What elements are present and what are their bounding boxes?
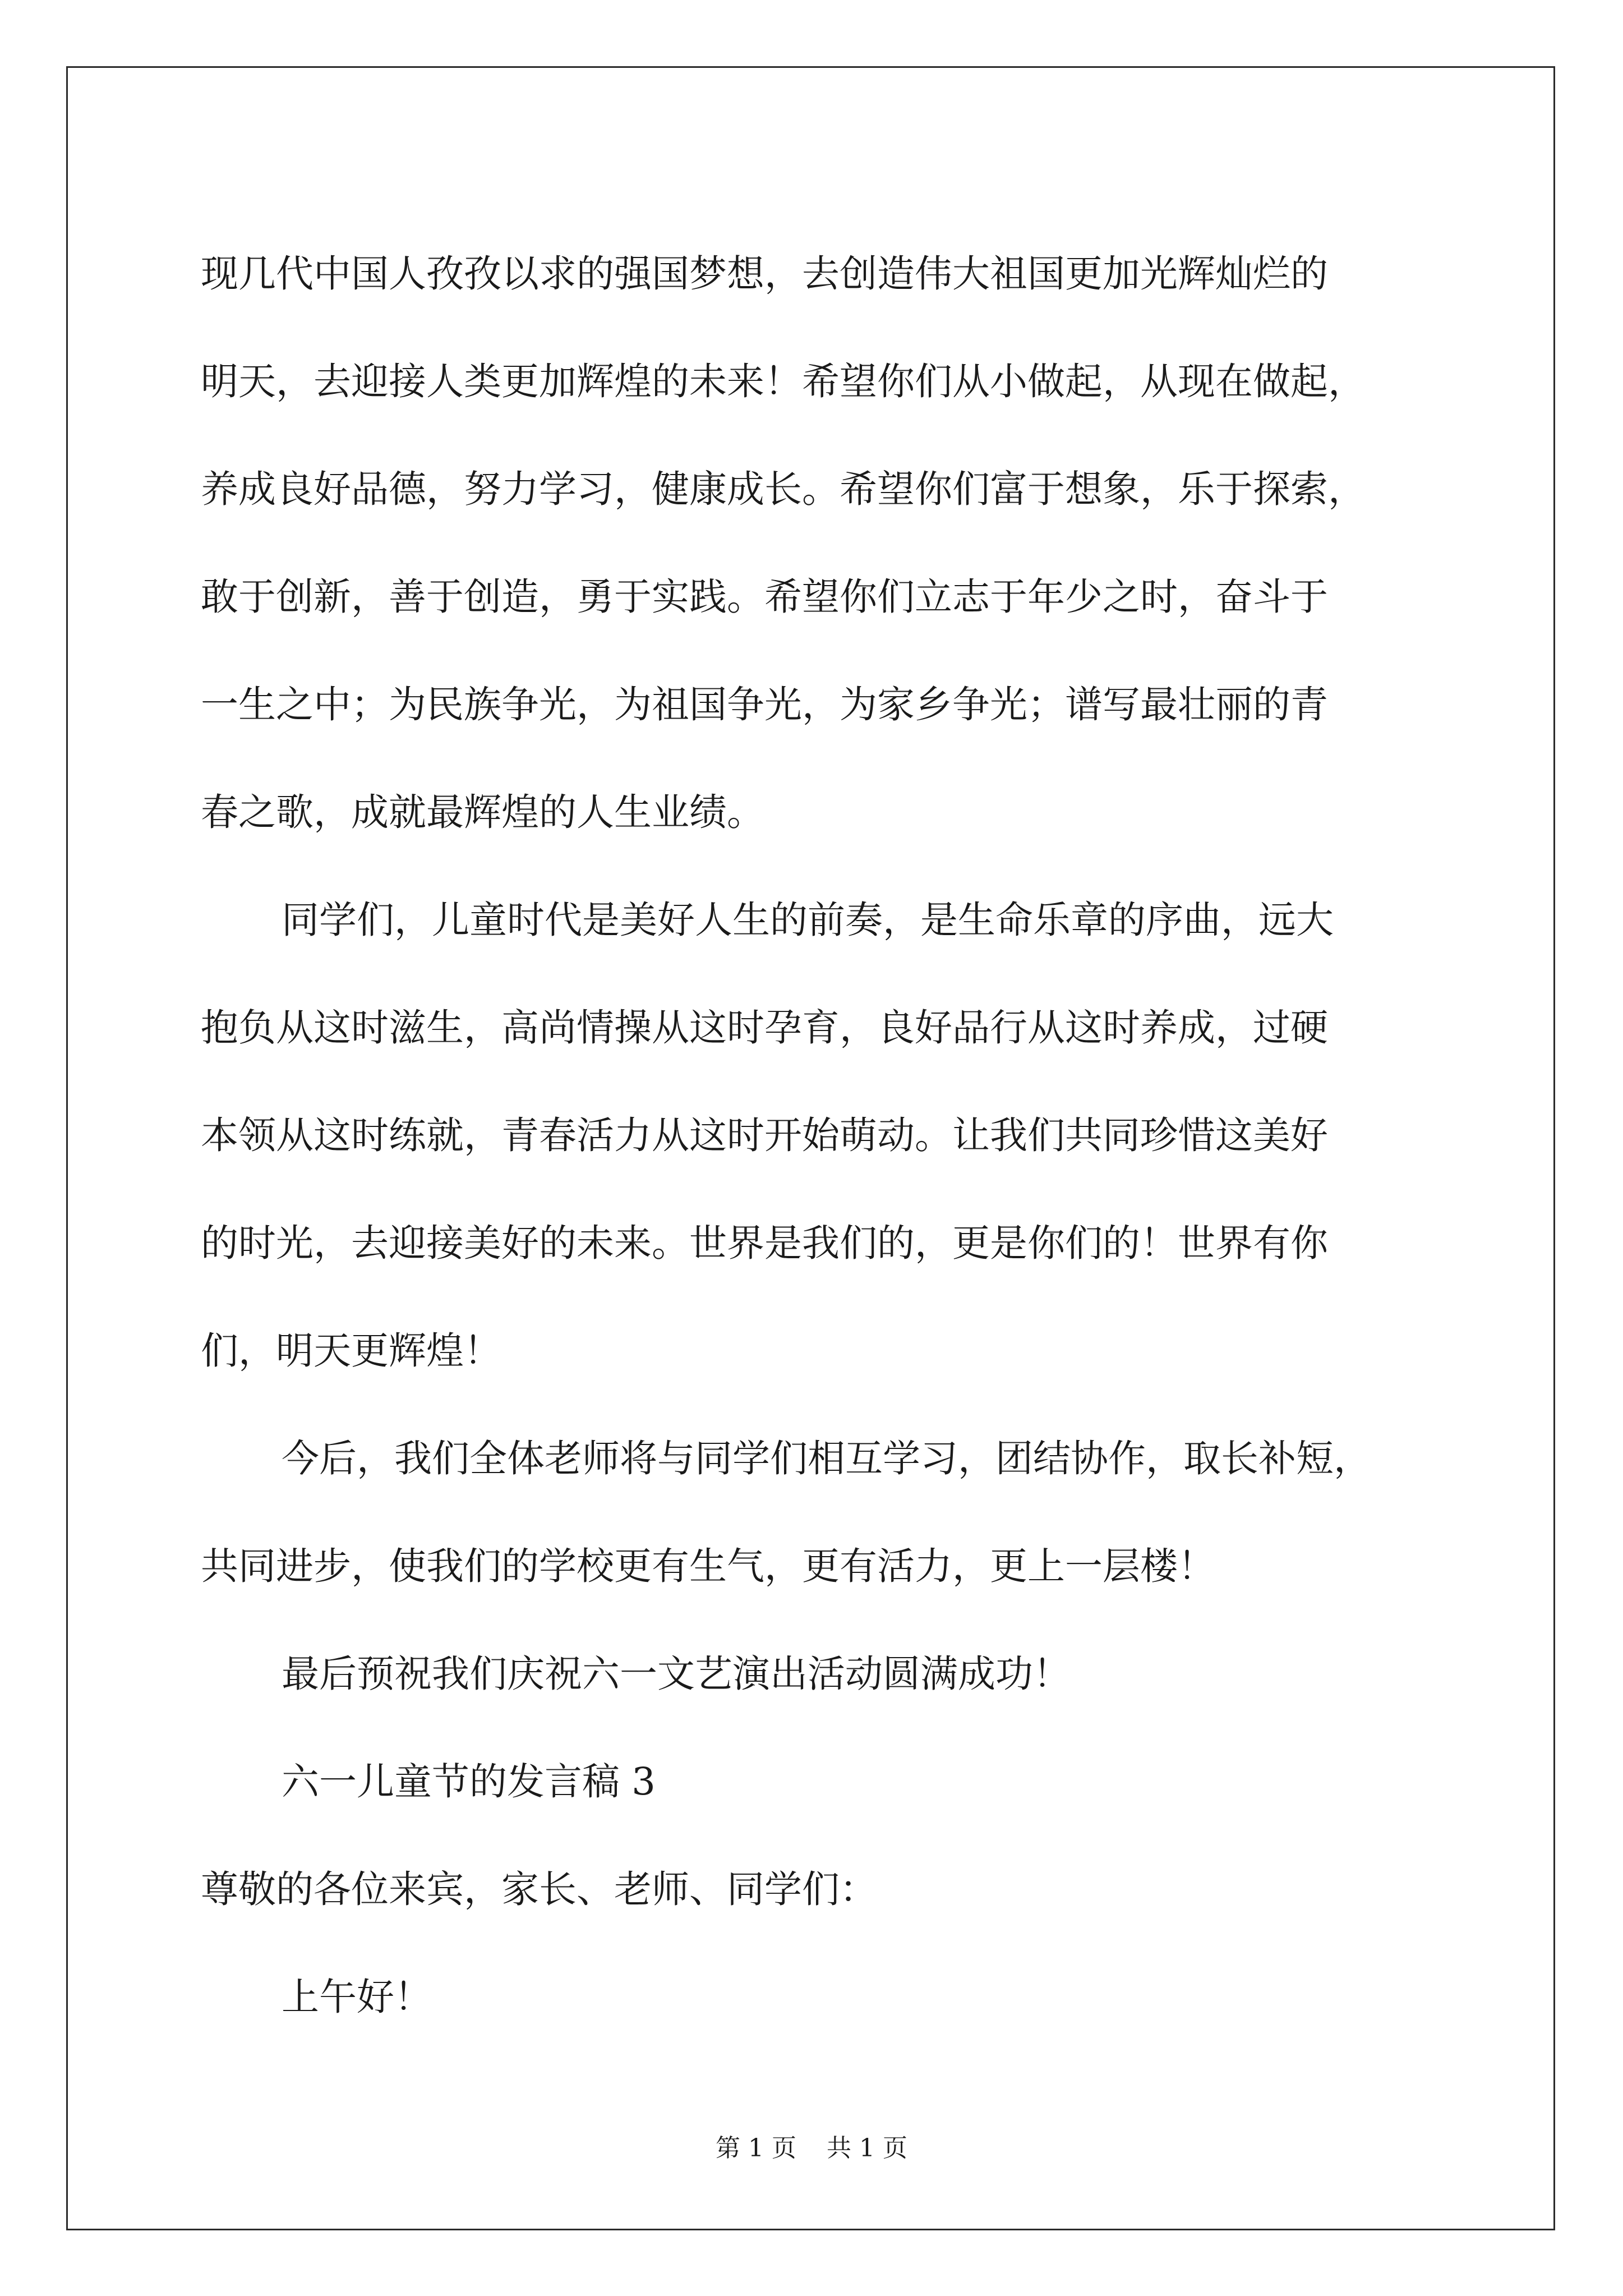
text-line: 敢于创新，善于创造，勇于实践。希望你们立志于年少之时，奋斗于	[201, 575, 1328, 619]
text-line: 春之歌，成就最辉煌的人生业绩。	[201, 790, 764, 834]
paragraph-start-line: 今后，我们全体老师将与同学们相互学习，团结协作，取长补短，	[282, 1437, 1371, 1480]
section-heading: 六一儿童节的发言稿 3	[282, 1760, 656, 1803]
page-footer	[0, 2132, 1623, 2165]
text-line: 们，明天更辉煌！	[201, 1329, 501, 1373]
text-line: 现几代中国人孜孜以求的强国梦想，去创造伟大祖国更加光辉灿烂的	[201, 252, 1328, 296]
text-line: 共同进步，使我们的学校更有生气，更有活力，更上一层楼！	[201, 1544, 1215, 1588]
paragraph-start-line: 最后预祝我们庆祝六一文艺演出活动圆满成功！	[282, 1652, 1071, 1696]
page-total: 共 1 页	[827, 2134, 907, 2162]
text-line: 的时光，去迎接美好的未来。世界是我们的，更是你们的！世界有你	[201, 1221, 1328, 1265]
page-number: 第 1 页	[716, 2134, 796, 2162]
paragraph-start-line: 同学们，儿童时代是美好人生的前奏，是生命乐章的序曲，远大	[282, 898, 1334, 942]
text-line: 本领从这时练就，青春活力从这时开始萌动。让我们共同珍惜这美好	[201, 1114, 1328, 1157]
text-line: 明天，去迎接人类更加辉煌的未来！希望你们从小做起，从现在做起，	[201, 360, 1366, 403]
greeting-line: 上午好！	[282, 1975, 432, 2019]
text-line: 一生之中；为民族争光，为祖国争光，为家乡争光；谱写最壮丽的青	[201, 683, 1328, 726]
text-line: 养成良好品德，努力学习，健康成长。希望你们富于想象，乐于探索，	[201, 467, 1366, 511]
document-body	[201, 220, 1435, 2051]
text-line: 抱负从这时滋生，高尚情操从这时孕育，良好品行从这时养成，过硬	[201, 1006, 1328, 1050]
salutation-line: 尊敬的各位来宾，家长、老师、同学们：	[201, 1867, 877, 1911]
